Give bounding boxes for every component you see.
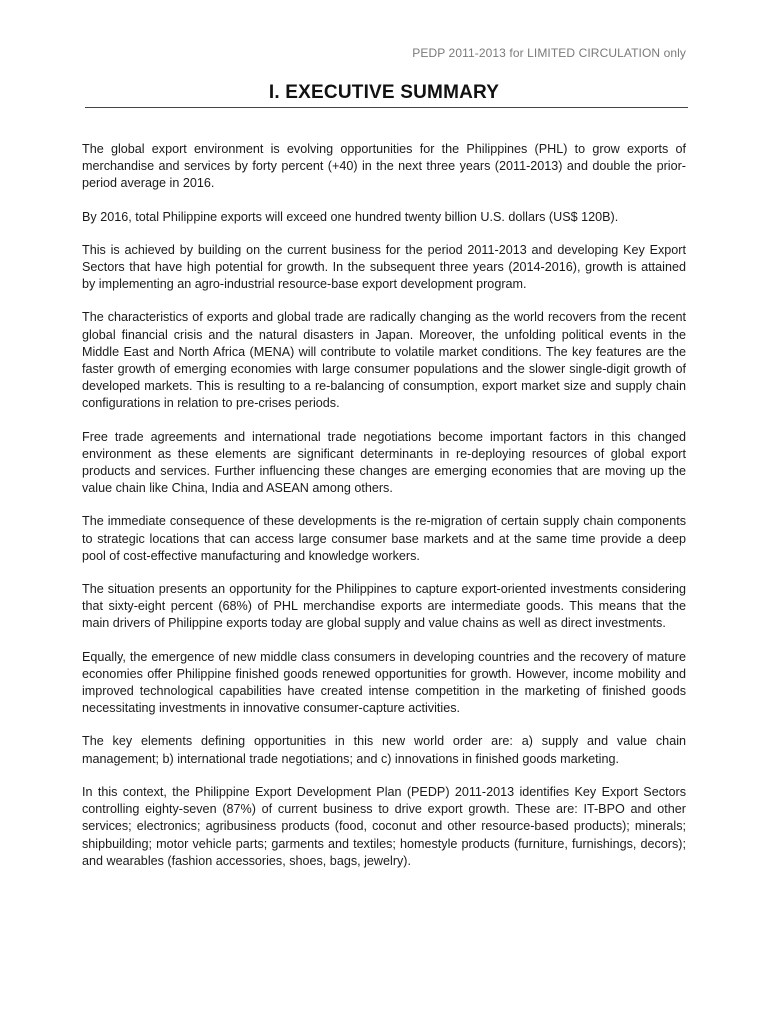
- paragraph-9: The key elements defining opportunities in this new world order are: a) supply and value chain management; b) international trade negotiations; and c) innovations in finished goods marketing.: [82, 734, 686, 766]
- paragraph-4: The characteristics of exports and global trade are radically changing as the world recovers from the recent global financial crisis and the natural disasters in Japan. Moreover, the unfolding political events in the Middle East and North Africa (MENA) will contribute to volatile market conditions. The key features are the faster growth of emerging economies with large consumer populations and the slower single-digit growth of developed markets. This is resulting to a re-balancing of consumption, export market size and supply chain configurations in relation to pre-crises periods.: [82, 310, 686, 411]
- paragraph-10: In this context, the Philippine Export Development Plan (PEDP) 2011-2013 identifies Key Export Sectors controlling eighty-seven (87%) of current business to drive export growth. These are: IT-BPO and other services; electronics; agribusiness products (food, coconut and other resource-based products); minerals; shipbuilding; motor vehicle parts; garments and textiles; homestyle products (furniture, furnishings, decors); and wearables (fashion accessories, shoes, bags, jewelry).: [82, 784, 686, 868]
- section-title: I. EXECUTIVE SUMMARY: [268, 82, 500, 103]
- paragraph-5: Free trade agreements and international trade negotiations become important factors in this changed environment as these elements are significant determinants in re-deploying resources of global export products and services. Further influencing these changes are emerging economies that are moving up the value chain like China, India and ASEAN among others.: [82, 429, 686, 496]
- paragraph-8: Equally, the emergence of new middle class consumers in developing countries and the recovery of mature economies offer Philippine finished goods renewed opportunities for growth. However, income mobility and improved technological capabilities have created intense competition in the marketing of finished goods necessitating investments in innovative consumer-capture activities.: [82, 649, 686, 716]
- paragraph-3: This is achieved by building on the current business for the period 2011-2013 and developing Key Export Sectors that have high potential for growth. In the subsequent three years (2014-2016), growth is attained by implementing an agro-industrial resource-base export development program.: [82, 242, 686, 292]
- title-underline: [85, 107, 688, 108]
- running-header: PEDP 2011-2013 for LIMITED CIRCULATION only: [412, 46, 686, 60]
- paragraph-2: By 2016, total Philippine exports will exceed one hundred twenty billion U.S. dollars (US$ 120B).: [82, 209, 619, 224]
- paragraph-6: The immediate consequence of these developments is the re-migration of certain supply chain components to strategic locations that can access large consumer base markets and at the same time provide a deep pool of cost-effective manufacturing and knowledge workers.: [82, 514, 686, 563]
- paragraph-1: The global export environment is evolving opportunities for the Philippines (PHL) to grow exports of merchandise and services by forty percent (+40) in the next three years (2011-2013) and double the prior-period average in 2016.: [82, 142, 686, 191]
- summary-body: [82, 141, 686, 886]
- paragraph-7: The situation presents an opportunity for the Philippines to capture export-oriented investments considering that sixty-eight percent (68%) of PHL merchandise exports are intermediate goods. This means that the main drivers of Philippine exports today are global supply and value chains as well as direct investments.: [82, 582, 686, 631]
